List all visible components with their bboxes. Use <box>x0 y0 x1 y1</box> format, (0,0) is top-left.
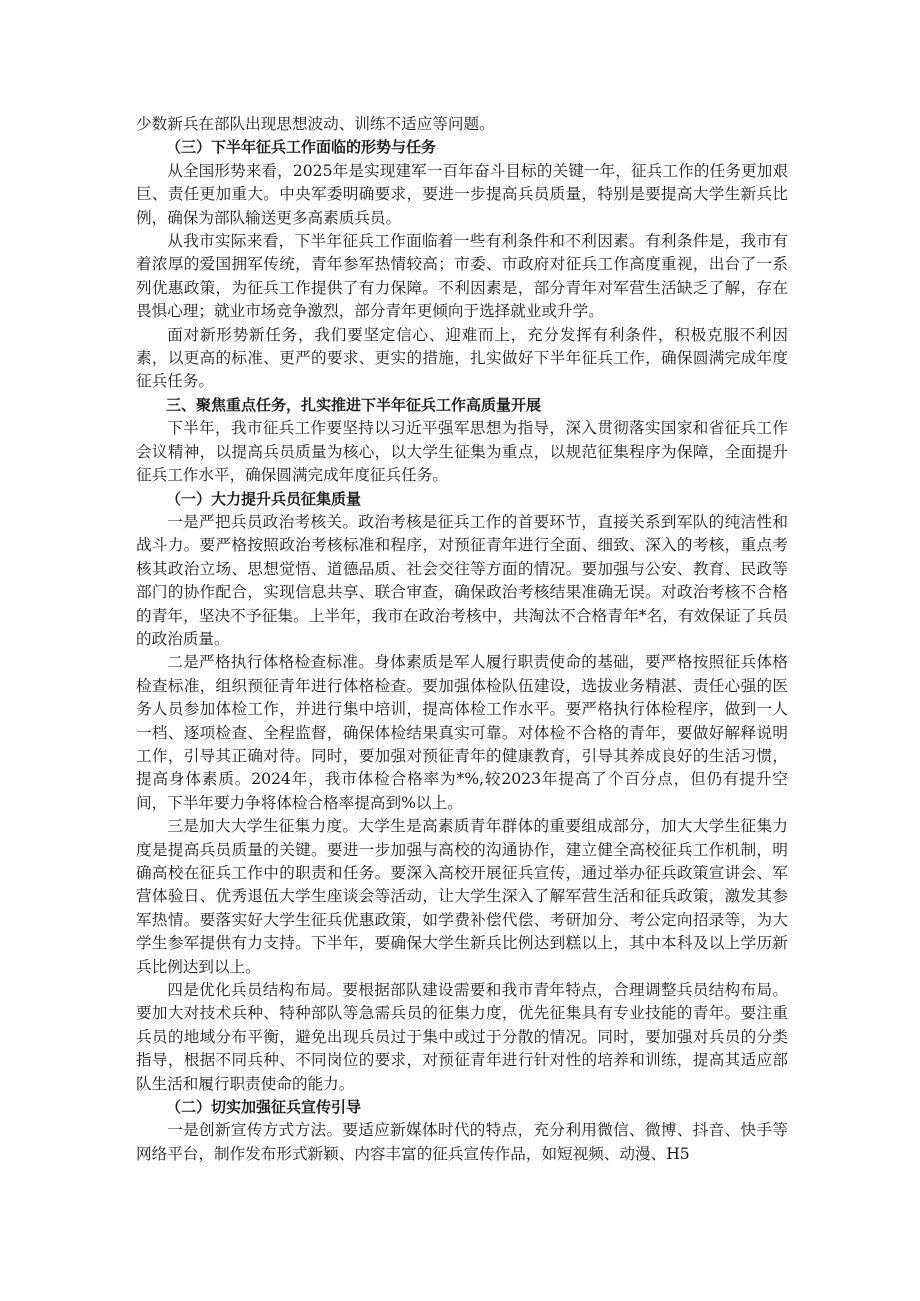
paragraph: 从全国形势来看，2025年是实现建军一百年奋斗目标的关键一年，征兵工作的任务更加艰巨、责任更加重大。中央军委明确要求，要进一步提高兵员质量，特别是要提高大学生新兵比例，确保为部队输送更多高素质兵员。 <box>136 161 788 227</box>
document-body <box>136 113 788 1166</box>
paragraph: 面对新形势新任务，我们要坚定信心、迎难而上，充分发挥有利条件，积极克服不利因素，以更高的标准、更严的要求、更实的措施，扎实做好下半年征兵工作，确保圆满完成年度征兵任务。 <box>136 325 788 391</box>
paragraph: 下半年，我市征兵工作要坚持以习近平强军思想为指导，深入贯彻落实国家和省征兵工作会议精神，以提高兵员质量为核心，以大学生征集为重点，以规范征集程序为保障，全面提升征兵工作水平，确保圆满完成年度征兵任务。 <box>136 419 788 485</box>
paragraph: 一是严把兵员政治考核关。政治考核是征兵工作的首要环节，直接关系到军队的纯洁性和战斗力。要严格按照政治考核标准和程序，对预征青年进行全面、细致、深入的考核，重点考核其政治立场、思想觉悟、道德品质、社会交往等方面的情况。要加强与公安、教育、民政等部门的协作配合，实现信息共享、联合审查，确保政治考核结果准确无误。对政治考核不合格的青年，坚决不予征集。上半年，我市在政治考核中，共淘汰不合格青年*名，有效保证了兵员的政治质量。 <box>136 512 788 648</box>
paragraph: 一是创新宣传方式方法。要适应新媒体时代的特点，充分利用微信、微博、抖音、快手等网络平台，制作发布形式新颖、内容丰富的征兵宣传作品，如短视频、动漫、H5 <box>136 1121 788 1163</box>
subsection-heading-publicity: （二）切实加强征兵宣传引导 <box>166 1098 362 1117</box>
subsection-heading-quality: （一）大力提升兵员征集质量 <box>166 489 362 508</box>
paragraph-continuation: 少数新兵在部队出现思想波动、训练不适应等问题。 <box>136 115 495 133</box>
paragraph: 从我市实际来看，下半年征兵工作面临着一些有利条件和不利因素。有利条件是，我市有着浓厚的爱国拥军传统，青年参军热情较高；市委、市政府对征兵工作高度重视，出台了一系列优惠政策，为征兵工作提供了有力保障。不利因素是，部分青年对军营生活缺乏了解，存在畏惧心理；就业市场竞争激烈，部分青年更倾向于选择就业或升学。 <box>136 232 788 321</box>
section-heading-key-tasks: 三、聚焦重点任务，扎实推进下半年征兵工作高质量开展 <box>166 395 542 414</box>
section-heading-situation-tasks: （三）下半年征兵工作面临的形势与任务 <box>166 138 437 157</box>
paragraph: 四是优化兵员结构布局。要根据部队建设需要和我市青年特点，合理调整兵员结构布局。要加大对技术兵种、特种部队等急需兵员的征集力度，优先征集具有专业技能的青年。要注重兵员的地域分布平衡，避免出现兵员过于集中或过于分散的情况。同时，要加强对兵员的分类指导，根据不同兵种、不同岗位的要求，对预征青年进行针对性的培养和训练，提高其适应部队生活和履行职责使命的能力。 <box>136 981 788 1093</box>
paragraph: 三是加大大学生征集力度。大学生是高素质青年群体的重要组成部分，加大大学生征集力度是提高兵员质量的关键。要进一步加强与高校的沟通协作，建立健全高校征兵工作机制，明确高校在征兵工作中的职责和任务。要深入高校开展征兵宣传，通过举办征兵政策宣讲会、军营体验日、优秀退伍大学生座谈会等活动，让大学生深入了解军营生活和征兵政策，激发其参军热情。要落实好大学生征兵优惠政策，如学费补偿代偿、考研加分、考公定向招录等，为大学生参军提供有力支持。下半年，要确保大学生新兵比例达到糕以上，其中本科及以上学历新兵比例达到以上。 <box>136 817 788 976</box>
paragraph: 二是严格执行体格检查标准。身体素质是军人履行职责使命的基础，要严格按照征兵体格检查标准，组织预征青年进行体格检查。要加强体检队伍建设，选拔业务精湛、责任心强的医务人员参加体检工作，并进行集中培训，提高体检工作水平。要严格执行体检程序，做到一人一档、逐项检查、全程监督，确保体检结果真实可靠。对体检不合格的青年，要做好解释说明工作，引导其正确对待。同时，要加强对预征青年的健康教育，引导其养成良好的生活习惯，提高身体素质。2024年，我市体检合格率为*%,较2023年提高了个百分点，但仍有提升空间，下半年要力争将体检合格率提高到%以上。 <box>136 653 788 812</box>
